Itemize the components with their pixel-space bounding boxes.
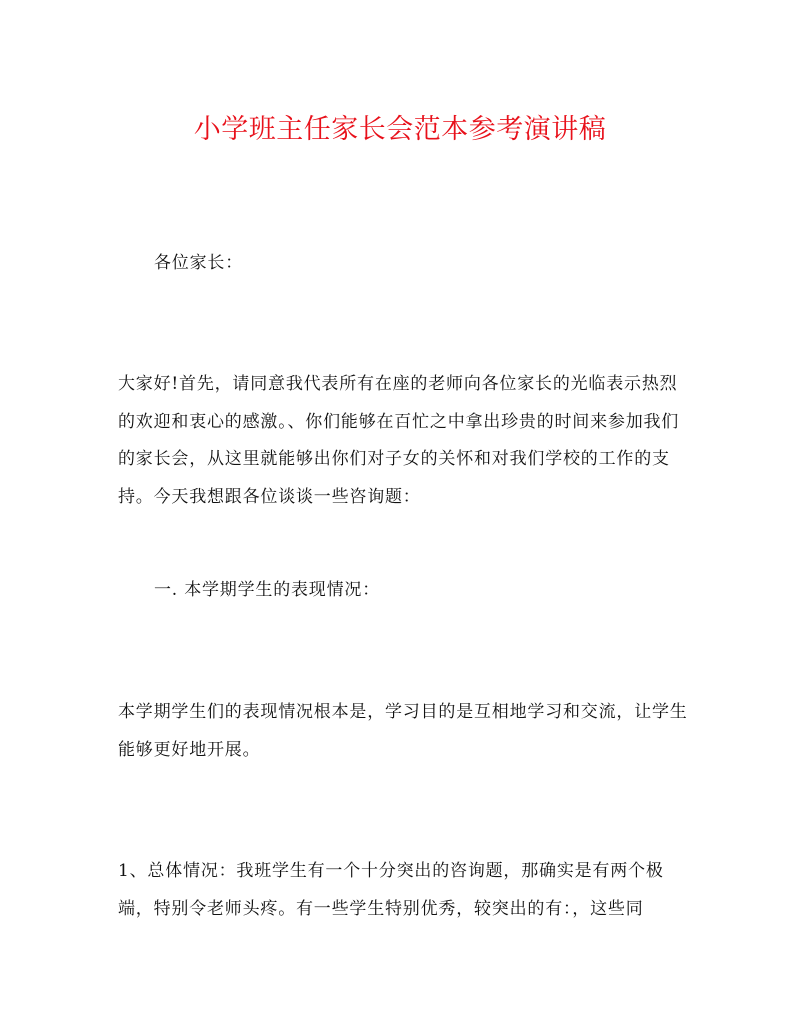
paragraph-performance-summary: 本学期学生们的表现情况根本是，学习目的是互相地学习和交流，让学生能够更好地开展。 [118,702,688,760]
paragraph-opening: 大家好!首先，请同意我代表所有在座的老师向各位家长的光临表示热烈的欢迎和衷心的感激。、你们能够在百忙之中拿出珍贵的时间来参加我们的家长会，从这里就能够出你们对子女的关怀和对我们学校的工作的支持。今天我想跟各位谈谈一些咨询题： [118,374,680,507]
paragraph-overall-situation: 1、总体情况：我班学生有一个十分突出的咨询题，那确实是有两个极端，特别令老师头疼。有一些学生特别优秀，较突出的有：，这些同 [118,861,664,919]
document-title: 小学班主任家长会范本参考演讲稿 [193,114,607,145]
salutation: 各位家长： [154,253,243,273]
section-heading-performance: 一. 本学期学生的表现情况： [154,580,381,600]
